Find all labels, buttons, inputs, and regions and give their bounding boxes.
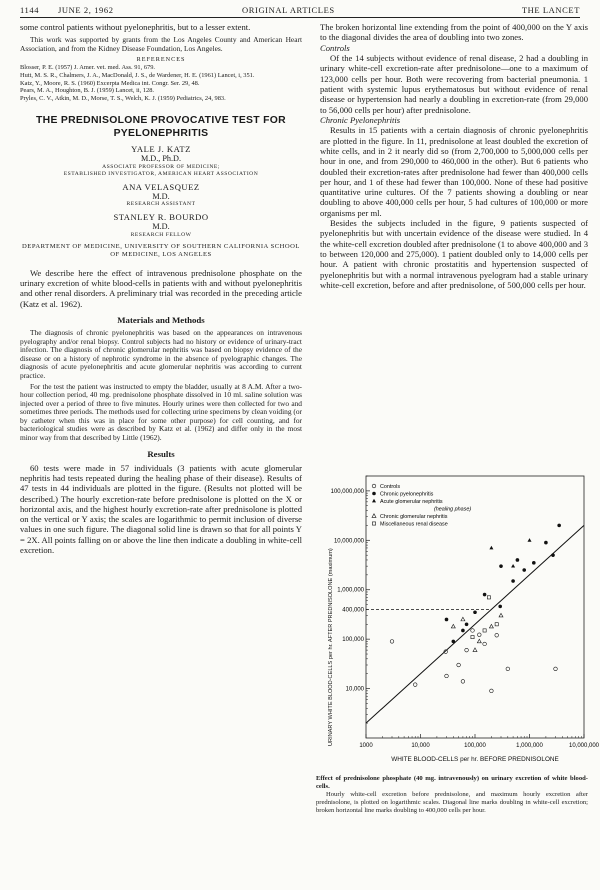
chronic-paragraph: Besides the subjects included in the figure, 9 patients suspected of pyelonephritis but with uncertain evidence of the disease were studied. In 4 the white-cell excretion doubled after prednisolone (1 to above 400,000 and 3 to between 120,000 and 275,000). 1 patient doubled only to 14,000 cells per hour. A patient with chronic prostatitis and hypertension suspected of pyelonephritis but with a normal intravenous pyelogram had a stable urinary white-cell excretion, before and after prednisolone, of 500,000 cells per hour. [320, 218, 588, 290]
funding-note: This work was supported by grants from the Los Angeles County and American Heart Association, and from the Kidney Disease Foundation, Los Angeles. [20, 35, 302, 53]
data-points [390, 524, 561, 693]
legend-label: Chronic pyelonephritis [380, 491, 434, 498]
pyelonephritis-point [445, 618, 449, 622]
section-title: ORIGINAL ARTICLES [242, 5, 335, 15]
results-paragraph: 60 tests were made in 57 individuals (3 patients with acute glomerular nephritis had tests repeated during the healing phase of their disease). Results of 47 tests in 44 individuals are plotted in the figure. (Results not plotted will be described.) The hourly excretion-rate before prednisolone is plotted on the X or horizontal axis, and the highest hourly excretion-rate after prednisolone is plotted on the vertical or Y axis; the scales are logarithmic to permit inclusion of diverse values in one such figure. The diagonal solid line is drawn so that for all points Y = 2X. All points falling on or above the line then indicate a doubling in white-cell excretion. [20, 462, 302, 556]
controls-paragraph: Of the 14 subjects without evidence of renal disease, 2 had a doubling in urinary white-cell excretion-rate after prednisolone—one to a maximum of 123,000 cells per hour. Both were recovering from bacterial pneumonia. 1 patient with systemic lupus erythematosus but without evidence of renal disease or hypertension had nearly a doubling in excretion-rate (from 29,000 to 56,000 cells per hour) after prednisolone. [320, 53, 588, 115]
chronic-nephritis-point [451, 624, 455, 628]
references-heading: REFERENCES [136, 56, 186, 64]
pyelonephritis-point [483, 593, 487, 597]
reference-list [20, 64, 302, 102]
methods-paragraph: For the test the patient was instructed to empty the bladder, usually at 8 A.M. After a two-hour collection period, 40 mg. prednisolone phosphate dissolved in 10 ml. saline solution was injected over a period of three to five minutes. Hourly urines were then collected for two and sometimes three periods. The methods used for collecting urine specimens by clean voiding (or by catheter when this was in place for some other purpose) for cell counting, and for bacteriological studies were as described by Katz et al. (1962) and differ only in the most minor way from that described by Little (1962). [20, 381, 302, 443]
misc-renal-point [372, 522, 375, 525]
author-name: YALE J. KATZ [131, 144, 191, 155]
results-heading: Results [147, 448, 175, 459]
reference-item: Pears, M. A., Houghton, B. J. (1959) Lancet, ii, 128. [20, 87, 155, 95]
y-tick-label: 100,000,000 [330, 488, 364, 495]
pyelonephritis-point [511, 579, 515, 583]
control-point [490, 689, 494, 693]
chronic-nephritis-point [477, 639, 481, 643]
x-tick-label: 1,000,000 [516, 743, 543, 749]
left-column [20, 22, 302, 555]
control-point [554, 667, 558, 671]
x-tick-label: 1000 [359, 743, 373, 749]
control-point [413, 683, 417, 687]
pyelonephritis-point [452, 640, 456, 644]
pyelonephritis-point [551, 553, 555, 557]
author-role: RESEARCH ASSISTANT [126, 201, 196, 208]
figure-scatter-plot [320, 468, 600, 778]
running-header [20, 5, 580, 17]
control-point [461, 680, 465, 684]
chronic-nephritis-point [499, 613, 503, 617]
misc-renal-point [495, 623, 498, 626]
pyelonephritis-point [461, 629, 465, 633]
author-role: ESTABLISHED INVESTIGATOR, AMERICAN HEART ASSOCIATION [63, 170, 259, 177]
y-axis-label: URINARY WHITE BLOOD-CELLS per hr. AFTER PREDNISOLONE (maximum) [328, 548, 334, 746]
pyelonephritis-point [544, 541, 548, 545]
reference-item: Blosser, P. E. (1957) J. Amer. vet. med. Ass. 91, 679. [20, 64, 156, 72]
author-degree: M.D. [152, 191, 170, 201]
acute-nephritis-point [372, 499, 376, 503]
right-column [320, 22, 588, 290]
acute-nephritis-point [528, 538, 532, 542]
methods-paragraph: The diagnosis of chronic pyelonephritis was based on the appearances on intravenous pyelography and/or renal biopsy. Control subjects had no history or evidence of urinary-tract infection. The diagnosis of chronic glomerular nephritis was based on biopsy evidence of the disease or on a history of nephrotic syndrome in the absence of pyelographic changes. The diagnosis of acute pyelonephritis and acute glomerular nephritis was according to current practice. [20, 327, 302, 380]
chart-legend [372, 484, 376, 525]
control-point [445, 674, 449, 678]
author-name: ANA VELASQUEZ [122, 181, 200, 192]
x-tick-label: 100,000 [464, 743, 486, 749]
chronic-nephritis-point [372, 514, 376, 518]
pyelonephritis-point [522, 568, 526, 572]
y-tick-label: 10,000,000 [333, 538, 364, 545]
pyelonephritis-point [557, 524, 561, 528]
reference-item: Katz, Y., Moore, R. S. (1960) Excerpta Medica int. Congr. Ser. 29, 48. [20, 79, 200, 87]
acute-nephritis-point [511, 564, 515, 568]
legend-label: Controls [380, 484, 401, 490]
pyelonephritis-point [532, 561, 536, 565]
author-degree: M.D., Ph.D. [140, 154, 182, 164]
caption-title: Effect of prednisolone phosphate (40 mg. intravenously) on urinary excretion of white blood-cells. [316, 775, 588, 790]
issue-date: JUNE 2, 1962 [58, 5, 114, 15]
chart-svg [320, 468, 600, 778]
x-axis-label: WHITE BLOOD-CELLS per hr. BEFORE PREDNISOLONE [391, 756, 559, 763]
chronic-nephritis-point [473, 648, 477, 652]
x-tick-label: 10,000,000 [568, 743, 600, 749]
pyelonephritis-point [499, 564, 503, 568]
reference-item: Pryles, C. V., Atkin, M. D., Morse, T. S., Welch, K. J. (1959) Pediatrics, 24, 983. [20, 94, 226, 102]
control-point [483, 642, 487, 646]
control-point [506, 667, 510, 671]
continued-paragraph: some control patients without pyelonephritis, but to a lesser extent. [20, 22, 251, 32]
pyelonephritis-point [516, 558, 520, 562]
misc-renal-point [487, 596, 490, 599]
caption-body: Hourly white-cell excretion before prednisolone, and maximum hourly excretion after prednisolone, is plotted on logarithmic scales. Diagonal line marks doubling in white-cell excretion; broken horizontal line marks doubling to 400,000 cells per hour. [316, 790, 588, 814]
pyelonephritis-point [498, 605, 502, 609]
continued-paragraph: The broken horizontal line extending from the point of 400,000 on the Y axis to the diagonal divides the area of doubling into two zones. [320, 22, 588, 43]
pyelonephritis-point [465, 622, 469, 626]
author-role: ASSOCIATE PROFESSOR OF MEDICINE; [102, 163, 220, 170]
misc-renal-point [483, 629, 486, 632]
control-point [478, 633, 482, 637]
header-rule [20, 17, 580, 18]
reference-item: Hutt, M. S. R., Chalmers, J. A., MacDonald, J. S., de Wardener, H. E. (1961) Lancet, i, 351. [20, 72, 255, 80]
control-point [390, 640, 394, 644]
pyelonephritis-point [372, 492, 376, 496]
y-tick-label: 1,000,000 [337, 587, 364, 594]
control-point [471, 629, 475, 633]
legend-label: Miscellaneous renal disease [380, 521, 448, 528]
control-point [465, 648, 469, 652]
legend-label: (healing phase) [434, 506, 472, 513]
y-tick-label: 10,000 [345, 686, 364, 693]
y-tick-label: 100,000 [342, 637, 364, 644]
reference-line-label: 400,000 [342, 607, 364, 614]
journal-name: THE LANCET [521, 5, 580, 15]
abstract-paragraph: We describe here the effect of intravenous prednisolone phosphate on the urinary excretion of white blood-cells in patients with and without pyelonephritis and other renal disorders. A preliminary trial was recorded in the preceding article (Katz et al. 1962). [20, 267, 302, 309]
x-tick-label: 10,000 [411, 743, 430, 749]
misc-renal-point [471, 636, 474, 639]
chronic-pyelonephritis-heading: Chronic Pyelonephritis [320, 114, 401, 125]
control-point [495, 633, 499, 637]
article-title: THE PREDNISOLONE PROVOCATIVE TEST FOR PYELONEPHRITIS [36, 115, 286, 140]
figure-caption [316, 775, 588, 815]
author-degree: M.D. [152, 222, 170, 232]
acute-nephritis-point [489, 546, 493, 550]
control-point [457, 663, 461, 667]
pyelonephritis-point [473, 610, 477, 614]
author-name: STANLEY R. BOURDO [113, 212, 209, 223]
author-role: RESEARCH FELLOW [130, 231, 192, 238]
legend-label: Chronic glomerular nephritis [380, 514, 448, 520]
page-number: 1144 [20, 5, 40, 15]
department-affiliation: DEPARTMENT OF MEDICINE, UNIVERSITY OF SOUTHERN CALIFORNIA SCHOOL OF MEDICINE, LOS ANGELES [22, 242, 300, 259]
chronic-paragraph: Results in 15 patients with a certain diagnosis of chronic pyelonephritis are plotted in the figure. In 11, prednisolone at least doubled the excretion of white cells, and in 2 it nearly did so (from 2,700,000 to 5,000,000 cells per hour in one, and from 290,000 to 460,000 in the other). But 6 patients who doubled their excretion-rates after prednisolone had fewer than 400,000 cells per hour, and 1 of these had fewer than 100,000. None of these had positive quantitative urine cultures. Of the 7 patients showing a doubling or near doubling to above 400,000 cells per hour, 5 had cultures of 100,000 or more organisms per ml. [320, 125, 588, 218]
controls-heading: Controls [320, 42, 350, 53]
methods-heading: Materials and Methods [117, 314, 205, 325]
chronic-nephritis-point [489, 624, 493, 628]
legend-label: Acute glomerular nephritis [380, 499, 443, 505]
control-point [372, 484, 376, 488]
chronic-nephritis-point [461, 617, 465, 621]
